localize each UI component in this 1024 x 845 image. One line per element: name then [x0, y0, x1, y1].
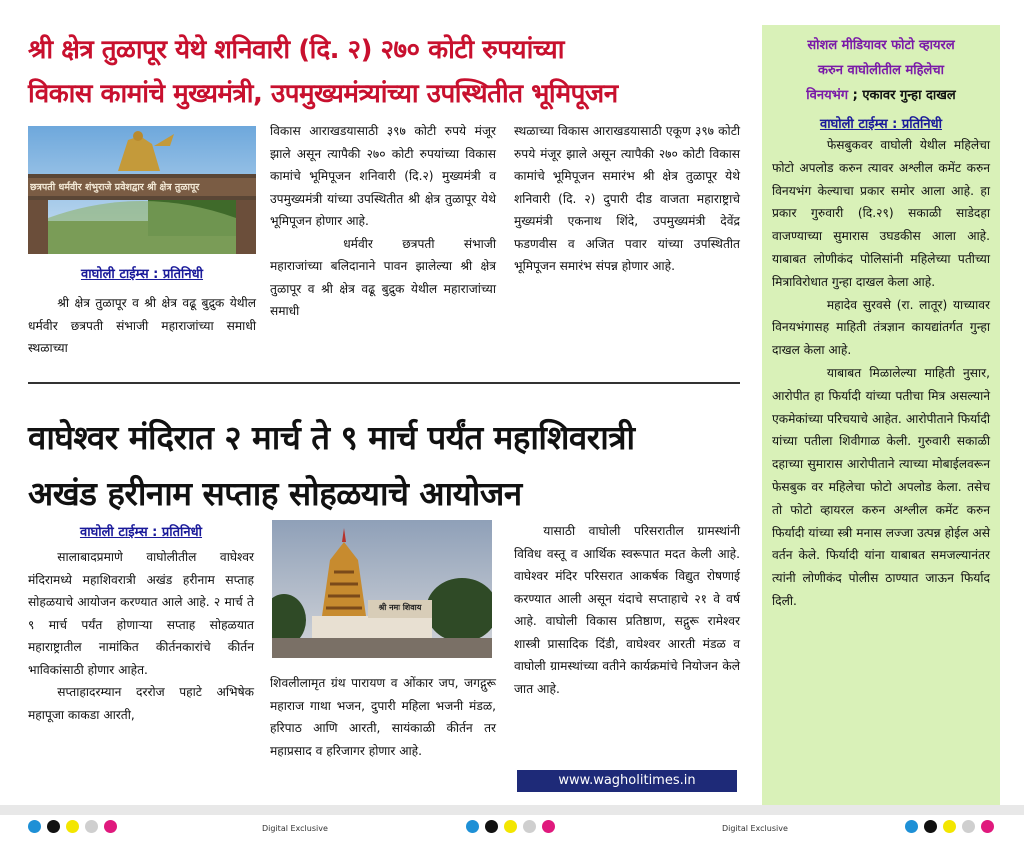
- sidebar-byline: वाघोली टाईम्स : प्रतिनिधी: [819, 117, 943, 132]
- footer-strip: [0, 805, 1024, 815]
- sidebar-headline-line3b: ; एकावर गुन्हा दाखल: [848, 88, 956, 103]
- registration-dot-magenta: [542, 820, 555, 833]
- registration-dot-cyan: [905, 820, 918, 833]
- registration-dot-magenta: [104, 820, 117, 833]
- sidebar-headline-line2: करुन वाघोलीतील महिलेचा: [818, 63, 944, 78]
- article2-photo-sign-text: श्री नमः शिवाय: [378, 603, 422, 612]
- registration-dot-cyan: [28, 820, 41, 833]
- article1-headline: [28, 28, 748, 116]
- article1-byline: वाघोली टाईम्स : प्रतिनिधी: [80, 267, 204, 282]
- sidebar-body: [772, 134, 990, 613]
- registration-marks-right: [905, 820, 994, 833]
- article2-col3-text: यासाठी वाघोली परिसरातील ग्रामस्थांनी विविध वस्तू व आर्थिक स्वरूपात मदत केली आहे. वाघेश्वर मंदिर परिसरात आकर्षक विद्युत रोषणाई करण्यात आली असून यंदाचे सप्ताहाचे २१ वे वर्ष आहे. वाघोली विकास प्रतिष्ठाण, सद्गुरू रामेश्वर शास्त्री प्रासादिक दिंडी, वाघेश्वर आरती मंडळ व वाघोली ग्रामस्थांच्या वतीने कार्यक्रमांचे नियोजन केले जात आहे.: [514, 524, 740, 696]
- registration-dot-magenta: [981, 820, 994, 833]
- article2-headline: [28, 410, 748, 522]
- registration-dot-black: [485, 820, 498, 833]
- article1-col3-text: स्थळाच्या विकास आराखडयासाठी एकूण ३९७ कोटी रुपये मंजूर झाले असून त्यापैकी २७० कोटी विकास कामांचे भूमिपूजन समारंभ श्री क्षेत्र तुळापूर येथे शनिवारी (दि. २) दुपारी दीड वाजता महाराष्ट्राचे मुख्यमंत्री एकनाथ शिंदे, उपमुख्यमंत्री देवेंद्र फडणवीस व अजित पवार यांच्या उपस्थितीत भूमिपूजन समारंभ संपन्न होणार आहे.: [514, 124, 740, 273]
- registration-dot-yellow: [504, 820, 517, 833]
- article2-col2-text: शिवलीलामृत ग्रंथ पारायण व ओंकार जप, जगद्गुरू महाराज गाथा भजन, दुपारी महिला भजनी मंडळ, हरिपाठ आणि आरती, सायंकाळी कीर्तन तर महाप्रसाद व हरिजागर होणार आहे.: [270, 676, 496, 758]
- article2-photo-temple: [272, 520, 492, 658]
- sidebar-para1: फेसबुकवर वाघोली येथील महिलेचा फोटो अपलोड करुन त्यावर अश्लील कमेंट करुन विनयभंग केल्याचा प्रकार समोर आला आहे. हा प्रकार गुरुवारी (दि.२९) सकाळी साडेदहा वाजण्याच्या सुमारास उघडकीस आला आहे. याबाबत लोणीकंद पोलिसांनी महिलेच्या पतीच्या मित्राविरोधात गुन्हा दाखल केला आहे.: [772, 138, 990, 289]
- registration-marks-center: [466, 820, 555, 833]
- registration-dot-black: [47, 820, 60, 833]
- article1-headline-line2: विकास कामांचे मुख्यमंत्री, उपमुख्यमंत्र्यांच्या उपस्थितीत भूमिपूजन: [28, 79, 618, 109]
- article1-col2: [270, 120, 496, 323]
- sidebar-headline-line1: सोशल मीडियावर फोटो व्हायरल: [807, 38, 955, 53]
- website-banner[interactable]: www.wagholitimes.in: [517, 770, 737, 792]
- article-divider: [28, 382, 740, 384]
- registration-dot-cyan: [466, 820, 479, 833]
- article2-col1: [28, 546, 254, 726]
- article1-col1-text: श्री क्षेत्र तुळापूर व श्री क्षेत्र वढू बुद्रुक येथील धर्मवीर छत्रपती संभाजी महाराजांच्या समाधी स्थळाच्या: [28, 296, 256, 355]
- registration-dot-grey: [962, 820, 975, 833]
- article1-photo-sign-text: छत्रपती धर्मवीर शंभुराजे प्रवेशद्वार श्री क्षेत्र तुळापूर: [30, 182, 200, 193]
- article1-headline-line1: श्री क्षेत्र तुळापूर येथे शनिवारी (दि. २) २७० कोटी रुपयांच्या: [28, 35, 564, 65]
- article1-col2-para1: विकास आराखडयासाठी ३९७ कोटी रुपये मंजूर झाले असून त्यापैकी २७० कोटी रुपयांच्या विकास कामांचे भूमिपूजन शनिवारी (दि.२) मुख्यमंत्री व उपमुख्यमंत्री यांच्या उपस्थितीत श्री क्षेत्र तुळापूर येथे भूमिपूजन होणार आहे.: [270, 124, 496, 228]
- article1-photo-gate: [28, 126, 256, 254]
- sidebar-article: [762, 25, 1000, 815]
- article1-col1: [28, 292, 256, 360]
- registration-dot-yellow: [943, 820, 956, 833]
- article2-headline-line2: अखंड हरीनाम सप्ताह सोहळयाचे आयोजन: [28, 474, 522, 513]
- article2-col1-para2: सप्ताहादरम्यान दररोज पहाटे अभिषेक महापूजा काकडा आरती,: [28, 685, 254, 722]
- registration-dot-grey: [523, 820, 536, 833]
- article1-col2-para2: धर्मवीर छत्रपती संभाजी महाराजांच्या बलिदानाने पावन झालेल्या श्री क्षेत्र तुळापूर व श्री क्षेत्र वढू बुद्रुक येथील महाराजांच्या समाधी: [270, 236, 496, 318]
- registration-dot-grey: [85, 820, 98, 833]
- article2-byline: वाघोली टाईम्स : प्रतिनिधी: [79, 525, 203, 540]
- article1-col3: [514, 120, 740, 278]
- sidebar-headline-line3a: विनयभंग: [806, 88, 849, 103]
- sidebar-para2: महादेव सुरवसे (रा. लातूर) याच्यावर विनयभंगासह माहिती तंत्रज्ञान कायद्यांतर्गत गुन्हा दाखल केला आहे.: [772, 297, 990, 358]
- sidebar-headline-line3: [772, 83, 990, 108]
- registration-dot-yellow: [66, 820, 79, 833]
- footer-label-left: Digital Exclusive: [262, 824, 328, 833]
- registration-marks-left: [28, 820, 117, 833]
- article2-col3: [514, 520, 740, 700]
- article2-col1-para1: सालाबादप्रमाणे वाघोलीतील वाघेश्वर मंदिरामध्ये महाशिवरात्री अखंड हरीनाम सप्ताह सोहळयाचे आयोजन करण्यात आले आहे. २ मार्च ते ९ मार्च पर्यंत होणाऱ्या सप्ताह सोहळयात महाराष्ट्रातील नामांकित कीर्तनकारांचे कीर्तन भाविकांसाठी होणार आहेत.: [28, 550, 254, 677]
- article2-col2: [270, 672, 496, 762]
- article2-headline-line1: वाघेश्वर मंदिरात २ मार्च ते ९ मार्च पर्यंत महाशिवरात्री: [28, 418, 635, 457]
- sidebar-headline: [772, 33, 990, 108]
- footer-label-right: Digital Exclusive: [722, 824, 788, 833]
- sidebar-para3: याबाबत मिळालेल्या माहिती नुसार, आरोपीत हा फिर्यादी यांच्या पतीचा मित्र असल्याने एकमेकांच्या परिचयाचे आहेत. आरोपीताने फिर्यादी यांच्या पतीला शिवीगाळ केली. गुरुवारी सकाळी दहाच्या सुमारास आरोपीताने त्याच्या मोबाईलवरून फेसबुक वर महिलेचा फोटो अपलोड केला. तसेच तो फोटो व्हायरल करुन अश्लील कमेंट करुन फिर्यादी यांच्या स्त्री मनास लज्जा उत्पन्न होईल असे वर्तन केले. फिर्यादी यांना याबाबत समजल्यानंतर त्यांनी लोणीकंद पोलीस ठाण्यात जाऊन फिर्याद दिली.: [772, 365, 990, 608]
- registration-dot-black: [924, 820, 937, 833]
